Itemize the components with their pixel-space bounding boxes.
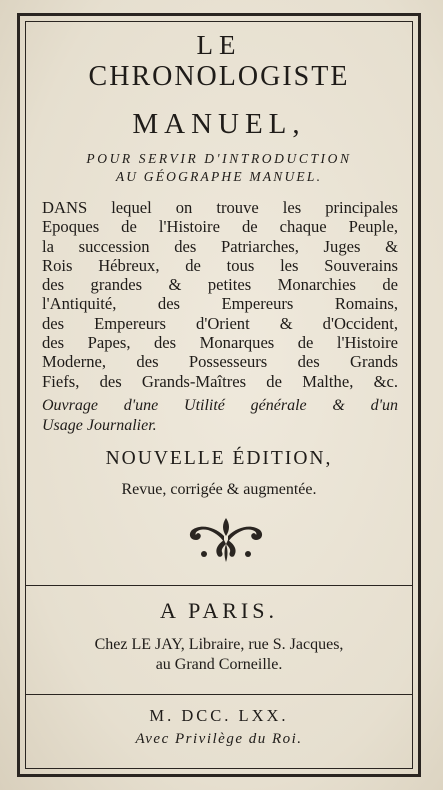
description-line: des Papes, des Monarques de l'Histoire: [42, 333, 398, 353]
publisher-line-2: au Grand Corneille.: [155, 656, 283, 673]
description-line: Rois Hébreux, de tous les Souverains: [42, 255, 398, 275]
edition-heading: NOUVELLE ÉDITION,: [105, 448, 333, 469]
note-line-2: Usage Journalier.: [42, 417, 157, 434]
description-line: Epoques de l'Histoire de chaque Peuple,: [42, 217, 398, 237]
fleuron-ornament-icon: [184, 514, 268, 566]
description-line: Fiefs, des Grands-Maîtres de Malthe, &c.: [42, 371, 398, 391]
description-line: l'Antiquité, des Empereurs Romains,: [42, 294, 398, 314]
description-line: des Empereurs d'Orient & d'Occident,: [42, 313, 398, 333]
description-line: DANS lequel on trouve les principales: [42, 198, 398, 217]
note-paragraph: [42, 396, 398, 436]
title-line-1: LE: [196, 30, 242, 60]
description-paragraph: [42, 198, 398, 391]
description-line: des grandes & petites Monarchies de: [42, 275, 398, 295]
description-line: la succession des Patriarches, Juges &: [42, 236, 398, 256]
title-line-2: CHRONOLOGISTE: [88, 61, 350, 92]
subtitle-line-1: POUR SERVIR D'INTRODUCTION: [86, 151, 352, 166]
divider-rule-upper: [25, 585, 413, 586]
note-line-1: Ouvrage d'une Utilité générale & d'un: [42, 397, 398, 414]
royal-privilege: Avec Privilège du Roi.: [135, 731, 303, 747]
place-of-publication: A PARIS.: [159, 598, 278, 623]
title-line-3: MANUEL,: [132, 108, 306, 140]
divider-rule-lower: [25, 694, 413, 695]
revision-note: Revue, corrigée & augmentée.: [121, 481, 317, 498]
publication-year: M. DCC. LXX.: [149, 706, 289, 725]
publisher-line-1: Chez LE JAY, Libraire, rue S. Jacques,: [94, 636, 344, 653]
description-line: Moderne, des Possesseurs des Grands: [42, 352, 398, 372]
subtitle-line-2: AU GÉOGRAPHE MANUEL.: [115, 169, 323, 184]
